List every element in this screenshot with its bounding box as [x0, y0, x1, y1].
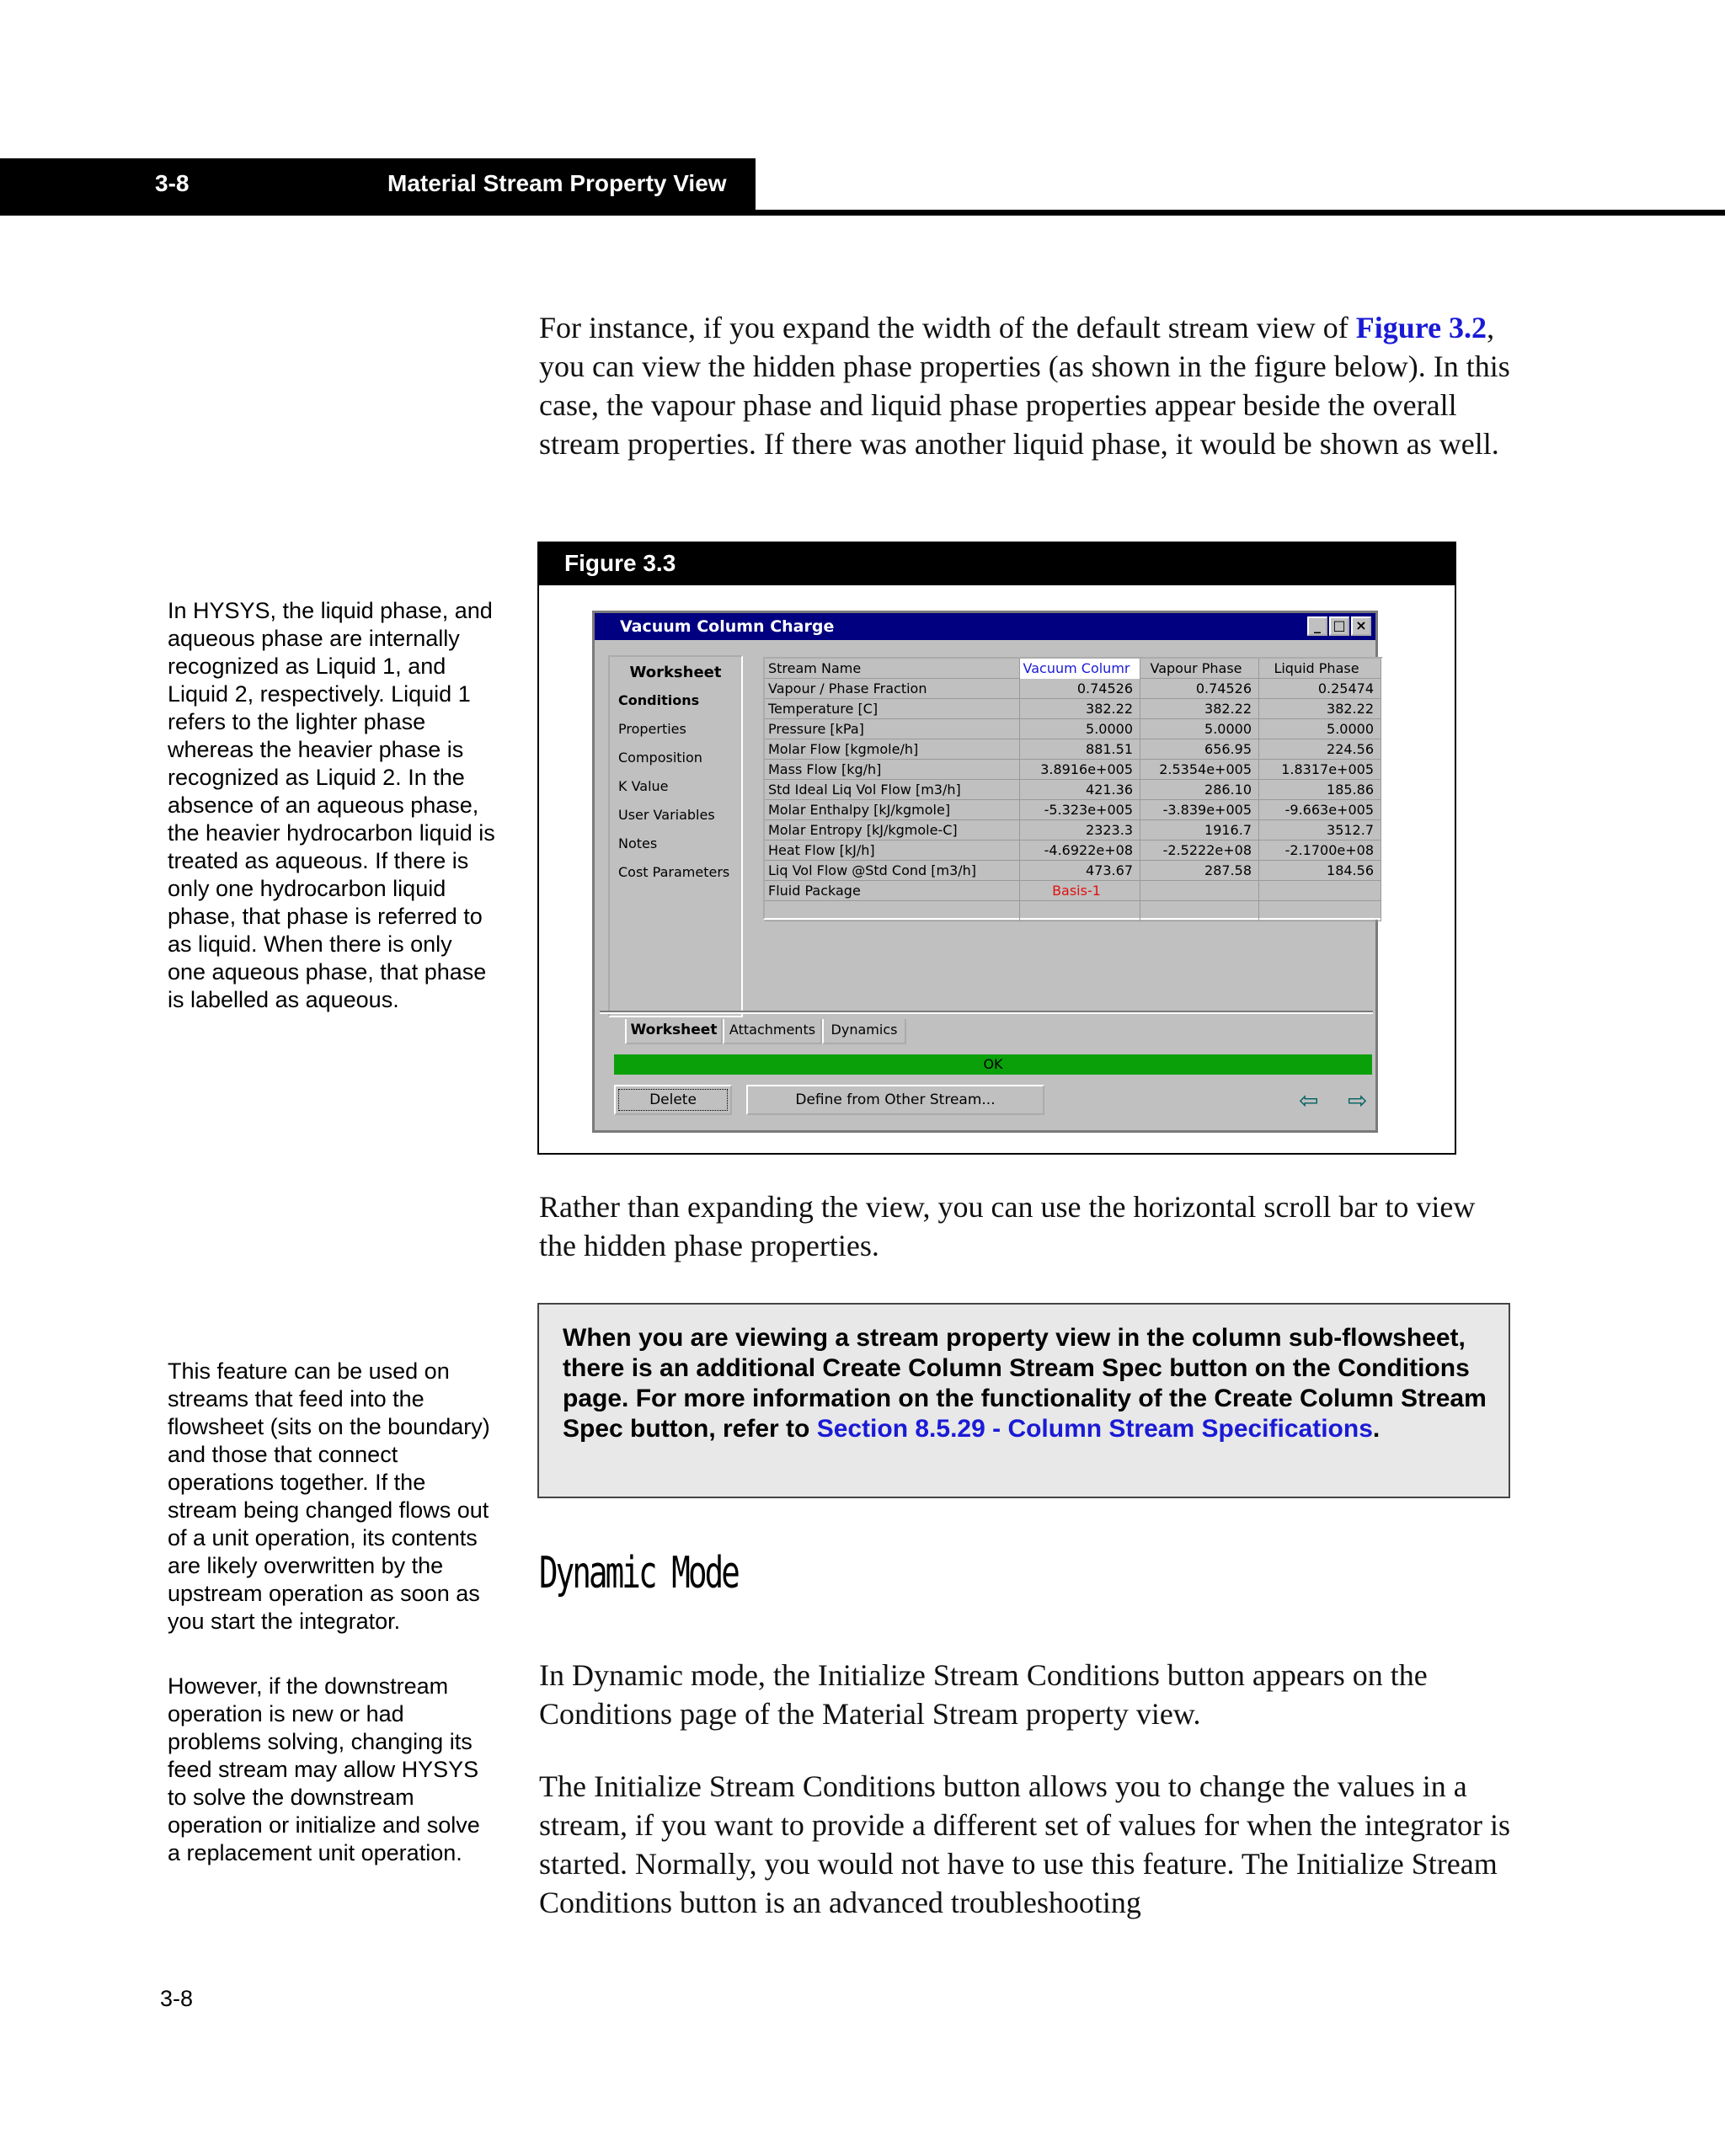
sidebar-item-cost-parameters[interactable]: Cost Parameters	[618, 864, 730, 880]
window-title-bar	[595, 613, 1375, 640]
cell-vapour	[1140, 901, 1259, 921]
cell-vapour: 382.22	[1140, 699, 1259, 719]
sidebar-item-properties[interactable]: Properties	[618, 721, 686, 737]
intro-paragraph	[539, 308, 1516, 463]
header-vapour-phase: Vapour Phase	[1140, 659, 1259, 679]
footer-page-number: 3-8	[160, 1986, 194, 2011]
cell-overall[interactable]: 421.36	[1020, 780, 1140, 800]
header-title: Material Stream Property View	[387, 170, 727, 196]
scroll-paragraph: Rather than expanding the view, you can use the horizontal scroll bar to view the hidden phase properties.	[539, 1190, 1476, 1262]
row-label: Molar Enthalpy [kJ/kgmole]	[765, 800, 1020, 820]
row-label: Vapour / Phase Fraction	[765, 679, 1020, 699]
page-sidebar	[608, 655, 743, 1017]
row-label: Molar Flow [kgmole/h]	[765, 739, 1020, 760]
cell-vapour: 2.5354e+005	[1140, 760, 1259, 780]
cell-overall[interactable]: 0.74526	[1020, 679, 1140, 699]
cell-overall[interactable]: 5.0000	[1020, 719, 1140, 739]
figure-3-2-link[interactable]: Figure 3.2	[1355, 311, 1487, 344]
note-box	[537, 1303, 1510, 1498]
table-row	[765, 820, 1381, 841]
cell-overall	[1020, 901, 1140, 921]
conditions-grid	[763, 657, 1383, 920]
cell-overall[interactable]: 382.22	[1020, 699, 1140, 719]
cell-liquid: 184.56	[1259, 861, 1381, 881]
sidebar-item-user-variables[interactable]: User Variables	[618, 807, 715, 823]
grid-header-row	[765, 659, 1381, 679]
row-label: Mass Flow [kg/h]	[765, 760, 1020, 780]
margin-note-downstream: However, if the downstream operation is new or had problems solving, changing its feed stream may allow HYSYS to solve the downstream operation or initialize and solve a replacement unit operation.	[168, 1673, 480, 1865]
section-heading: Dynamic Mode	[539, 1548, 738, 1598]
intro-text-post: , you can view the hidden phase properties (as shown in the figure below). In this case, the vapour phase and liquid phase properties appear beside the overall stream properties. If there was another liquid phase, it would be shown as well.	[539, 311, 1510, 461]
table-row	[765, 719, 1381, 739]
table-row	[765, 679, 1381, 699]
figure-3-3	[537, 542, 1456, 1155]
table-row	[765, 800, 1381, 820]
status-bar: OK	[614, 1054, 1372, 1075]
cell-liquid: -2.1700e+08	[1259, 841, 1381, 861]
cell-liquid: 382.22	[1259, 699, 1381, 719]
cell-liquid	[1259, 901, 1381, 921]
cell-overall[interactable]: 3.8916e+005	[1020, 760, 1140, 780]
note-text-pre: When you are viewing a stream property view in the column sub-flowsheet, there is an additional Create Column Stream Spec button on the Conditions page. For more information on the functionality of the Create Column Stream Spec button, refer to	[563, 1324, 1487, 1443]
table-row	[765, 881, 1381, 901]
tab-attachments[interactable]: Attachments	[723, 1019, 822, 1044]
close-icon[interactable]: ×	[1351, 616, 1371, 636]
tab-dynamics[interactable]: Dynamics	[822, 1019, 906, 1044]
cell-overall[interactable]: -5.323e+005	[1020, 800, 1140, 820]
header-stream-name: Stream Name	[765, 659, 1020, 679]
margin-note-feature: This feature can be used on streams that feed into the flowsheet (sits on the boundary) and those that connect operations together. If the stream being changed flows out of a unit operation, its contents are likely overwritten by the upstream operation as soon as you start the integrator.	[168, 1358, 490, 1634]
header-overall[interactable]: Vacuum Columr	[1020, 659, 1140, 679]
next-arrow-icon[interactable]: ⇨	[1348, 1086, 1368, 1114]
maximize-icon[interactable]: □	[1329, 616, 1349, 636]
sidebar-item-composition[interactable]: Composition	[618, 750, 702, 766]
cell-vapour: -3.839e+005	[1140, 800, 1259, 820]
header-liquid-phase: Liquid Phase	[1259, 659, 1381, 679]
cell-overall[interactable]: -4.6922e+08	[1020, 841, 1140, 861]
define-from-other-stream-button[interactable]: Define from Other Stream...	[746, 1085, 1044, 1115]
cell-liquid: 224.56	[1259, 739, 1381, 760]
cell-vapour: 0.74526	[1140, 679, 1259, 699]
row-label: Fluid Package	[765, 881, 1020, 901]
intro-text-pre: For instance, if you expand the width of the default stream view of	[539, 311, 1356, 344]
header-rule	[0, 210, 1725, 216]
note-box-text	[563, 1323, 1489, 1444]
sidebar-item-notes[interactable]: Notes	[618, 835, 658, 851]
table-row	[765, 861, 1381, 881]
cell-liquid: 5.0000	[1259, 719, 1381, 739]
sidebar-item-k-value[interactable]: K Value	[618, 778, 669, 794]
cell-vapour: -2.5222e+08	[1140, 841, 1259, 861]
cell-overall[interactable]: 881.51	[1020, 739, 1140, 760]
cell-liquid: -9.663e+005	[1259, 800, 1381, 820]
table-row	[765, 901, 1381, 921]
cell-vapour: 5.0000	[1140, 719, 1259, 739]
cell-liquid	[1259, 881, 1381, 901]
note-text-post: .	[1372, 1415, 1381, 1443]
stream-property-window	[592, 611, 1378, 1133]
cell-vapour: 656.95	[1140, 739, 1259, 760]
margin-note-liquid-phases: In HYSYS, the liquid phase, and aqueous phase are internally recognized as Liquid 1, and Liquid 2, respectively. Liquid 1 refers to the lighter phase whereas the heavier phase is recognized as Liquid 2. In the absence of an aqueous phase, the heavier hydrocarbon liquid is treated as aqueous. If there is only one hydrocarbon liquid phase, that phase is referred to as liquid. When there is only one aqueous phase, that phase is labelled as aqueous.	[168, 598, 495, 1012]
tab-worksheet[interactable]: Worksheet	[625, 1019, 723, 1044]
figure-title: Figure 3.3	[564, 550, 676, 576]
cell-liquid: 3512.7	[1259, 820, 1381, 841]
table-row	[765, 780, 1381, 800]
dynamic-paragraph-2: The Initialize Stream Conditions button allows you to change the values in a stream, if you want to provide a different set of values for when the integrator is started. Normally, you would not have to use this feature. The Initialize Stream Conditions button is an advanced troubleshooting	[539, 1769, 1510, 1919]
cell-overall[interactable]: 2323.3	[1020, 820, 1140, 841]
sidebar-item-conditions[interactable]: Conditions	[618, 692, 700, 708]
fluid-package-select[interactable]: Basis-1	[1020, 881, 1140, 901]
cell-liquid: 0.25474	[1259, 679, 1381, 699]
cell-vapour: 286.10	[1140, 780, 1259, 800]
row-label: Pressure [kPa]	[765, 719, 1020, 739]
row-label: Temperature [C]	[765, 699, 1020, 719]
cell-vapour: 287.58	[1140, 861, 1259, 881]
minimize-icon[interactable]: _	[1307, 616, 1327, 636]
dynamic-paragraph-1: In Dynamic mode, the Initialize Stream Conditions button appears on the Conditions page of the Material Stream property view.	[539, 1658, 1428, 1731]
table-row	[765, 739, 1381, 760]
sidebar-heading: Worksheet	[629, 664, 722, 681]
cell-liquid: 1.8317e+005	[1259, 760, 1381, 780]
cell-overall[interactable]: 473.67	[1020, 861, 1140, 881]
cell-vapour	[1140, 881, 1259, 901]
header-page-number: 3-8	[155, 170, 190, 196]
table-row	[765, 760, 1381, 780]
table-row	[765, 841, 1381, 861]
figure-title-bar	[539, 543, 1455, 585]
panel-divider	[600, 1011, 1373, 1014]
section-8-5-29-link[interactable]: Section 8.5.29 - Column Stream Specifications	[816, 1415, 1373, 1443]
window-title: Vacuum Column Charge	[620, 617, 835, 636]
row-label: Liq Vol Flow @Std Cond [m3/h]	[765, 861, 1020, 881]
row-label: Heat Flow [kJ/h]	[765, 841, 1020, 861]
row-label	[765, 901, 1020, 921]
row-label: Std Ideal Liq Vol Flow [m3/h]	[765, 780, 1020, 800]
delete-button[interactable]: Delete	[614, 1085, 732, 1115]
row-label: Molar Entropy [kJ/kgmole-C]	[765, 820, 1020, 841]
previous-arrow-icon[interactable]: ⇦	[1299, 1086, 1319, 1114]
cell-liquid: 185.86	[1259, 780, 1381, 800]
table-row	[765, 699, 1381, 719]
cell-vapour: 1916.7	[1140, 820, 1259, 841]
